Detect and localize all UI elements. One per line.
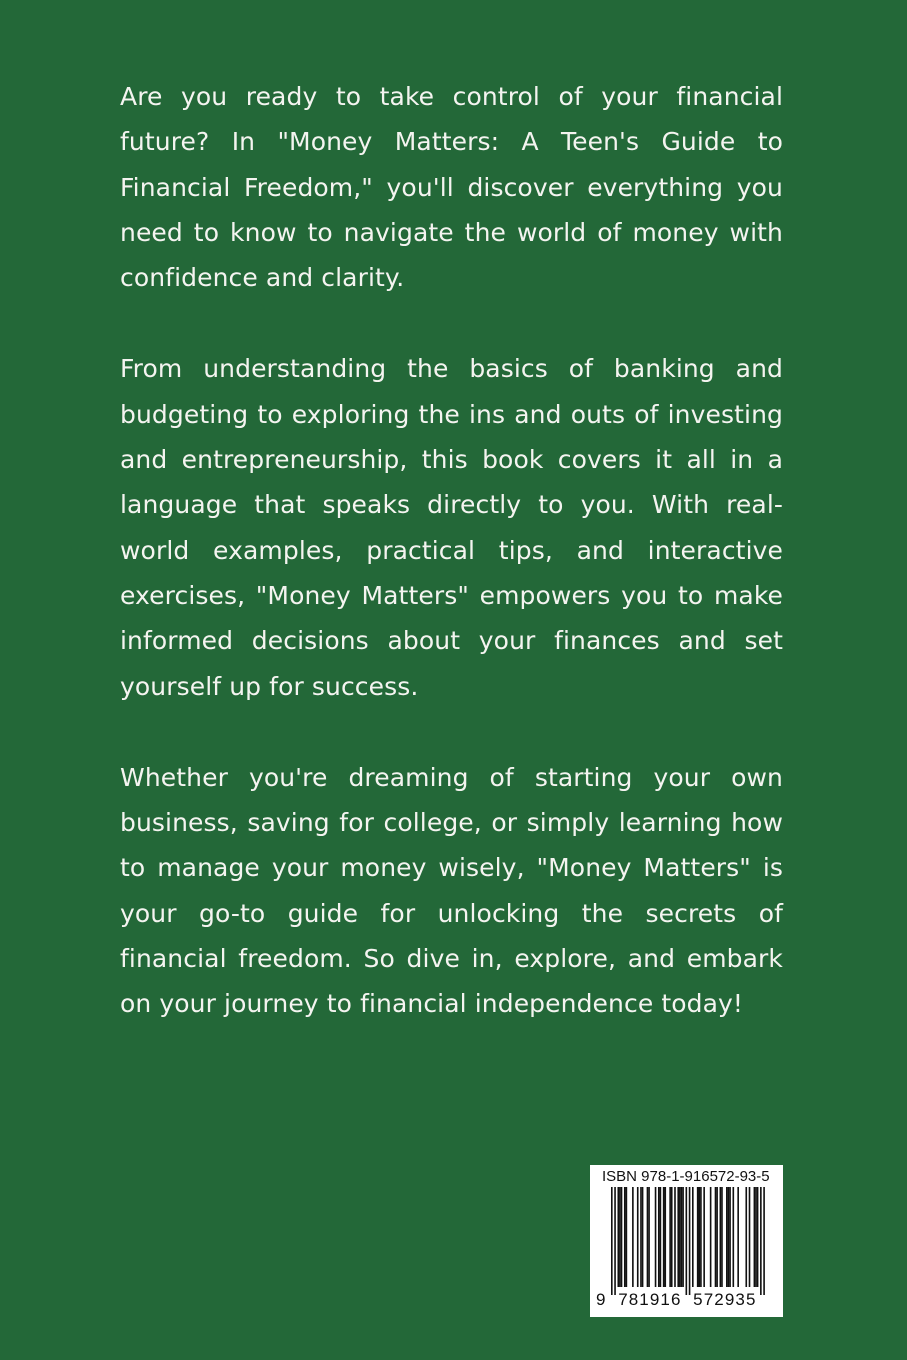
barcode-bar xyxy=(720,1187,722,1287)
barcode-bar xyxy=(755,1187,757,1287)
barcode-bar xyxy=(640,1187,642,1287)
barcode-bar xyxy=(749,1187,751,1287)
barcode-bar xyxy=(692,1187,694,1287)
barcode-bar xyxy=(626,1187,628,1287)
barcode-bar xyxy=(632,1187,634,1287)
barcode-bar xyxy=(710,1187,712,1287)
barcode-bar xyxy=(757,1187,759,1287)
barcode-bar xyxy=(733,1187,735,1287)
barcode-bar xyxy=(619,1187,621,1287)
barcode-bar xyxy=(737,1187,739,1287)
isbn-label: ISBN 978-1-916572-93-5 xyxy=(602,1168,770,1185)
barcode-bar xyxy=(745,1187,747,1287)
barcode-bar xyxy=(624,1187,626,1287)
barcode-bar xyxy=(728,1187,730,1287)
isbn-barcode-panel xyxy=(590,1165,783,1317)
blurb-paragraph-1: Are you ready to take control of your financial future? In "Money Matters: A Teen's Guide to Financial Freedom," you'll discover everything you need to know to navigate the world of money with confidence and clarity. xyxy=(120,82,783,293)
barcode-bar xyxy=(754,1187,756,1287)
blurb-paragraph-3: Whether you're dreaming of starting your own business, saving for college, or simply learning how to manage your money wisely, "Money Matters" is your go-to guide for unlocking the secrets of financial freedom. So dive in, explore, and embark on your journey to financial independence today! xyxy=(120,762,783,1019)
barcode-bar xyxy=(721,1187,723,1287)
barcode-bar xyxy=(642,1187,644,1287)
barcode-bar xyxy=(697,1187,699,1287)
barcode-bar xyxy=(679,1187,681,1287)
barcode-bar xyxy=(658,1187,660,1287)
barcode-bar xyxy=(686,1187,688,1295)
barcode-bar xyxy=(763,1187,765,1295)
barcode-bar xyxy=(669,1187,671,1287)
barcode-bar xyxy=(663,1187,665,1287)
barcode-bar xyxy=(760,1187,762,1295)
barcode-bar xyxy=(715,1187,717,1287)
barcode-bar xyxy=(660,1187,662,1287)
barcode-bar xyxy=(726,1187,728,1287)
barcode-bar xyxy=(681,1187,683,1287)
book-blurb xyxy=(120,74,783,1027)
barcode-bar xyxy=(655,1187,657,1287)
barcode-bar xyxy=(703,1187,705,1287)
barcode-bar xyxy=(614,1187,616,1295)
barcode-bar xyxy=(637,1187,639,1287)
barcode-bar xyxy=(617,1187,619,1287)
barcode-bar xyxy=(682,1187,684,1287)
barcode-bar xyxy=(698,1187,700,1287)
barcode-bar xyxy=(648,1187,650,1287)
barcode-bar xyxy=(700,1187,702,1287)
barcode-digits: 9 781916 572935 xyxy=(596,1290,757,1309)
barcode-bar xyxy=(689,1187,691,1295)
barcode-bar xyxy=(647,1187,649,1287)
barcode-bar xyxy=(716,1187,718,1287)
blurb-paragraph-2: From understanding the basics of banking and budgeting to exploring the ins and outs of investing and entrepreneurship, this book covers it all in a language that speaks directly to you. With real-world examples, practical tips, and interactive exercises, "Money Matters" empowers you to make informed decisions about your finances and set yourself up for success. xyxy=(120,354,783,701)
barcode-bar xyxy=(671,1187,673,1287)
barcode-bar xyxy=(729,1187,731,1287)
barcode-bar xyxy=(611,1187,613,1295)
barcode-bar xyxy=(664,1187,666,1287)
barcode-bar xyxy=(621,1187,623,1287)
barcode-bar xyxy=(674,1187,676,1287)
barcode-bar xyxy=(677,1187,679,1287)
